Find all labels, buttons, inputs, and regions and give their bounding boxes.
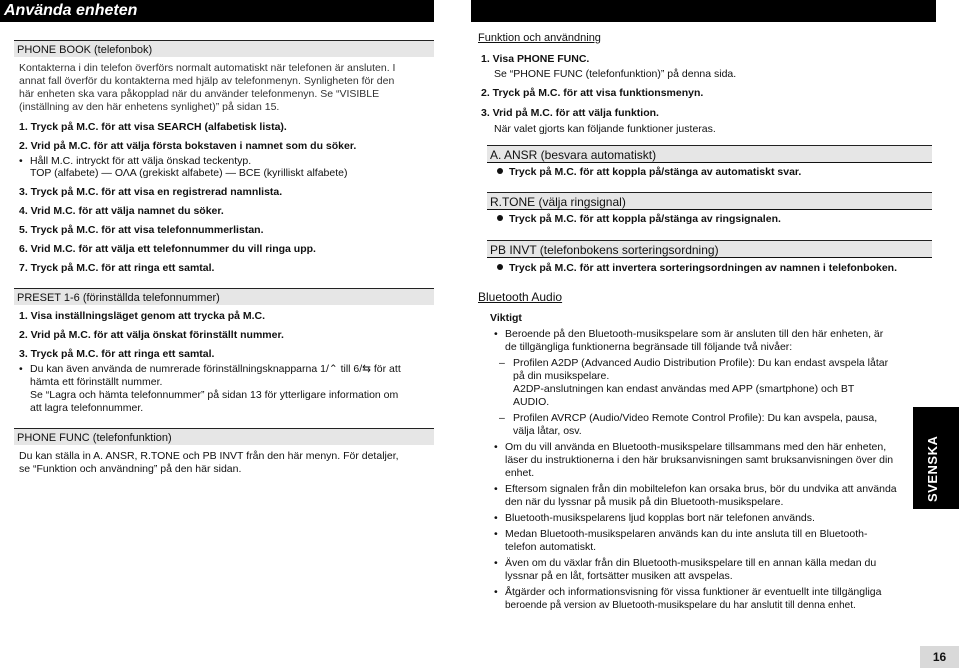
rtone-item-text: Tryck på M.C. för att koppla på/stänga av ringsignalen. [509, 213, 781, 225]
bt-line-3: – Profilen A2DP (Advanced Audio Distribution Profile): Du kan endast avspela låtar [513, 357, 888, 371]
bullet-dot-icon [497, 215, 503, 221]
preset-section [14, 288, 434, 305]
phonebook-step-3: 3. Tryck på M.C. för att visa en registrerad namnlista. [19, 186, 283, 198]
ansr-section [487, 145, 932, 163]
phonebook-section [14, 40, 434, 57]
bt-line-1: • Beroende på den Bluetooth-musikspelare som är ansluten till den här enheten, är [505, 328, 883, 342]
pbinvt-item [497, 262, 897, 276]
language-tab-label: SVENSKA [925, 435, 940, 502]
bullet-dot-icon [497, 264, 503, 270]
preset-step-1: 1. Visa inställningsläget genom att trycka på M.C. [19, 310, 266, 322]
bt-line-6: AUDIO. [513, 396, 550, 408]
rtone-section [487, 192, 932, 210]
phonebook-sub-2: TOP (alfabete) — ΟΛΑ (grekiskt alfabete) — BCE (kyrilliskt alfabete) [30, 167, 348, 179]
funktion-line-4: 3. Vrid på M.C. för att välja funktion. [481, 107, 659, 119]
preset-bullet-4: att lagra telefonnummer. [30, 402, 144, 414]
bt-line-19: • Åtgärder och informationsvisning för vissa funktioner är eventuellt inte tillgängliga [505, 586, 881, 600]
ansr-item [497, 166, 801, 180]
bt-line-10: läser du instruktionerna i den här bruksanvisningen samt bruksanvisningen över din [505, 454, 894, 466]
pbinvt-heading: PB INVT (telefonbokens sorteringsordning) [487, 240, 932, 257]
bt-line-11: enhet. [505, 467, 535, 479]
funktion-heading: Funktion och användning [478, 32, 601, 44]
viktigt-label: Viktigt [490, 312, 522, 324]
phonebook-sub-1: • Håll M.C. intryckt för att välja önskad teckentyp. [30, 155, 251, 169]
bt-line-7: – Profilen AVRCP (Audio/Video Remote Control Profile): Du kan avspela, pausa, [513, 412, 877, 426]
bt-line-13: den när du lyssnar på musik på din Bluetooth-musikspelare. [505, 496, 784, 508]
page-header [0, 0, 434, 22]
preset-step-2: 2. Vrid på M.C. för att välja önskat förinställt nummer. [19, 329, 284, 341]
bt-line-17: • Även om du växlar från din Bluetooth-musikspelare till en annan källa medan du [505, 557, 876, 571]
bt-line-8: välja låtar, osv. [513, 425, 582, 437]
phonebook-step-2: 2. Vrid på M.C. för att välja första bokstaven i namnet som du söker. [19, 140, 357, 152]
phonebook-step-4: 4. Vrid M.C. för att välja namnet du söker. [19, 205, 224, 217]
ansr-heading: A. ANSR (besvara automatiskt) [487, 145, 932, 162]
preset-bullet-2: hämta ett förinställt nummer. [30, 376, 163, 388]
phonefunc-line-1: Du kan ställa in A. ANSR, R.TONE och PB INVT från den här menyn. För detaljer, [19, 450, 399, 462]
funktion-line-3: 2. Tryck på M.C. för att visa funktionsmenyn. [481, 87, 704, 99]
bullet-dot-icon [497, 168, 503, 174]
funktion-line-5: När valet gjorts kan följande funktioner justeras. [494, 123, 716, 135]
bt-line-2: de tillgängliga funktionerna begränsade till följande två nivåer: [505, 341, 793, 353]
page-number: 16 [920, 646, 959, 668]
phonefunc-heading: PHONE FUNC (telefonfunktion) [14, 428, 434, 445]
phonefunc-line-2: se “Funktion och användning” på den här sidan. [19, 463, 242, 475]
phonebook-intro-1: Kontakterna i din telefon överförs normalt automatiskt när telefonen är ansluten. I [19, 62, 396, 74]
bt-line-12: • Eftersom signalen från din mobiltelefon kan orsaka brus, bör du undvika att använda [505, 483, 897, 497]
phonebook-step-5: 5. Tryck på M.C. för att visa telefonnummerlistan. [19, 224, 264, 236]
phonebook-intro-2: annat fall överför du kontakterna med hjälp av telefonmenyn. Synligheten för den [19, 75, 395, 87]
bt-line-9: • Om du vill använda en Bluetooth-musikspelare tillsammans med den här enheten, [505, 441, 886, 455]
language-tab [913, 407, 959, 509]
bt-line-15: • Medan Bluetooth-musikspelaren används kan du inte ansluta till en Bluetooth- [505, 528, 867, 542]
phonebook-step-6: 6. Vrid M.C. för att välja ett telefonnummer du vill ringa upp. [19, 243, 316, 255]
rtone-item [497, 213, 781, 227]
bt-line-5: A2DP-anslutningen kan endast användas med APP (smartphone) och BT [513, 383, 855, 395]
phonebook-step-1: 1. Tryck på M.C. för att visa SEARCH (alfabetisk lista). [19, 121, 287, 133]
rtone-heading: R.TONE (välja ringsignal) [487, 192, 932, 209]
page-title: Använda enheten [4, 2, 138, 19]
ansr-item-text: Tryck på M.C. för att koppla på/stänga av automatiskt svar. [509, 166, 802, 178]
bt-line-4: på din musikspelare. [513, 370, 610, 382]
phonefunc-section [14, 428, 434, 445]
preset-bullet-1: • Du kan även använda de numrerade förinställningsknapparna 1/⌃ till 6/⇆ för att [30, 363, 401, 377]
bt-line-18: lyssnar på en låt, fortsätter musiken att avspelas. [505, 570, 733, 582]
pbinvt-item-text: Tryck på M.C. för att invertera sorteringsordningen av namnen i telefonboken. [509, 262, 897, 274]
preset-heading: PRESET 1-6 (förinställda telefonnummer) [14, 288, 434, 305]
bluetooth-heading: Bluetooth Audio [478, 290, 563, 304]
phonebook-intro-4: (inställning av den här enhetens synlighet)” på sidan 15. [19, 101, 280, 113]
funktion-line-1: 1. Visa PHONE FUNC. [481, 53, 590, 65]
phonebook-step-7: 7. Tryck på M.C. för att ringa ett samtal. [19, 262, 215, 274]
preset-bullet-3: Se “Lagra och hämta telefonnummer” på sidan 13 för ytterligare information om [30, 389, 399, 401]
phonebook-intro-3: här enheten ska vara påkopplad när du använder telefonmenyn. Se “VISIBLE [19, 88, 380, 100]
header-bar-right [471, 0, 936, 22]
bt-line-20: beroende på version av Bluetooth-musikspelare du har anslutit till denna enhet. [505, 600, 856, 611]
bt-line-14: • Bluetooth-musikspelarens ljud kopplas bort när telefonen används. [505, 512, 815, 526]
pbinvt-section [487, 240, 932, 258]
preset-step-3: 3. Tryck på M.C. för att ringa ett samtal. [19, 348, 215, 360]
phonebook-heading: PHONE BOOK (telefonbok) [14, 40, 434, 57]
bt-line-16: telefon automatiskt. [505, 541, 597, 553]
funktion-line-2: Se “PHONE FUNC (telefonfunktion)” på denna sida. [494, 68, 737, 80]
